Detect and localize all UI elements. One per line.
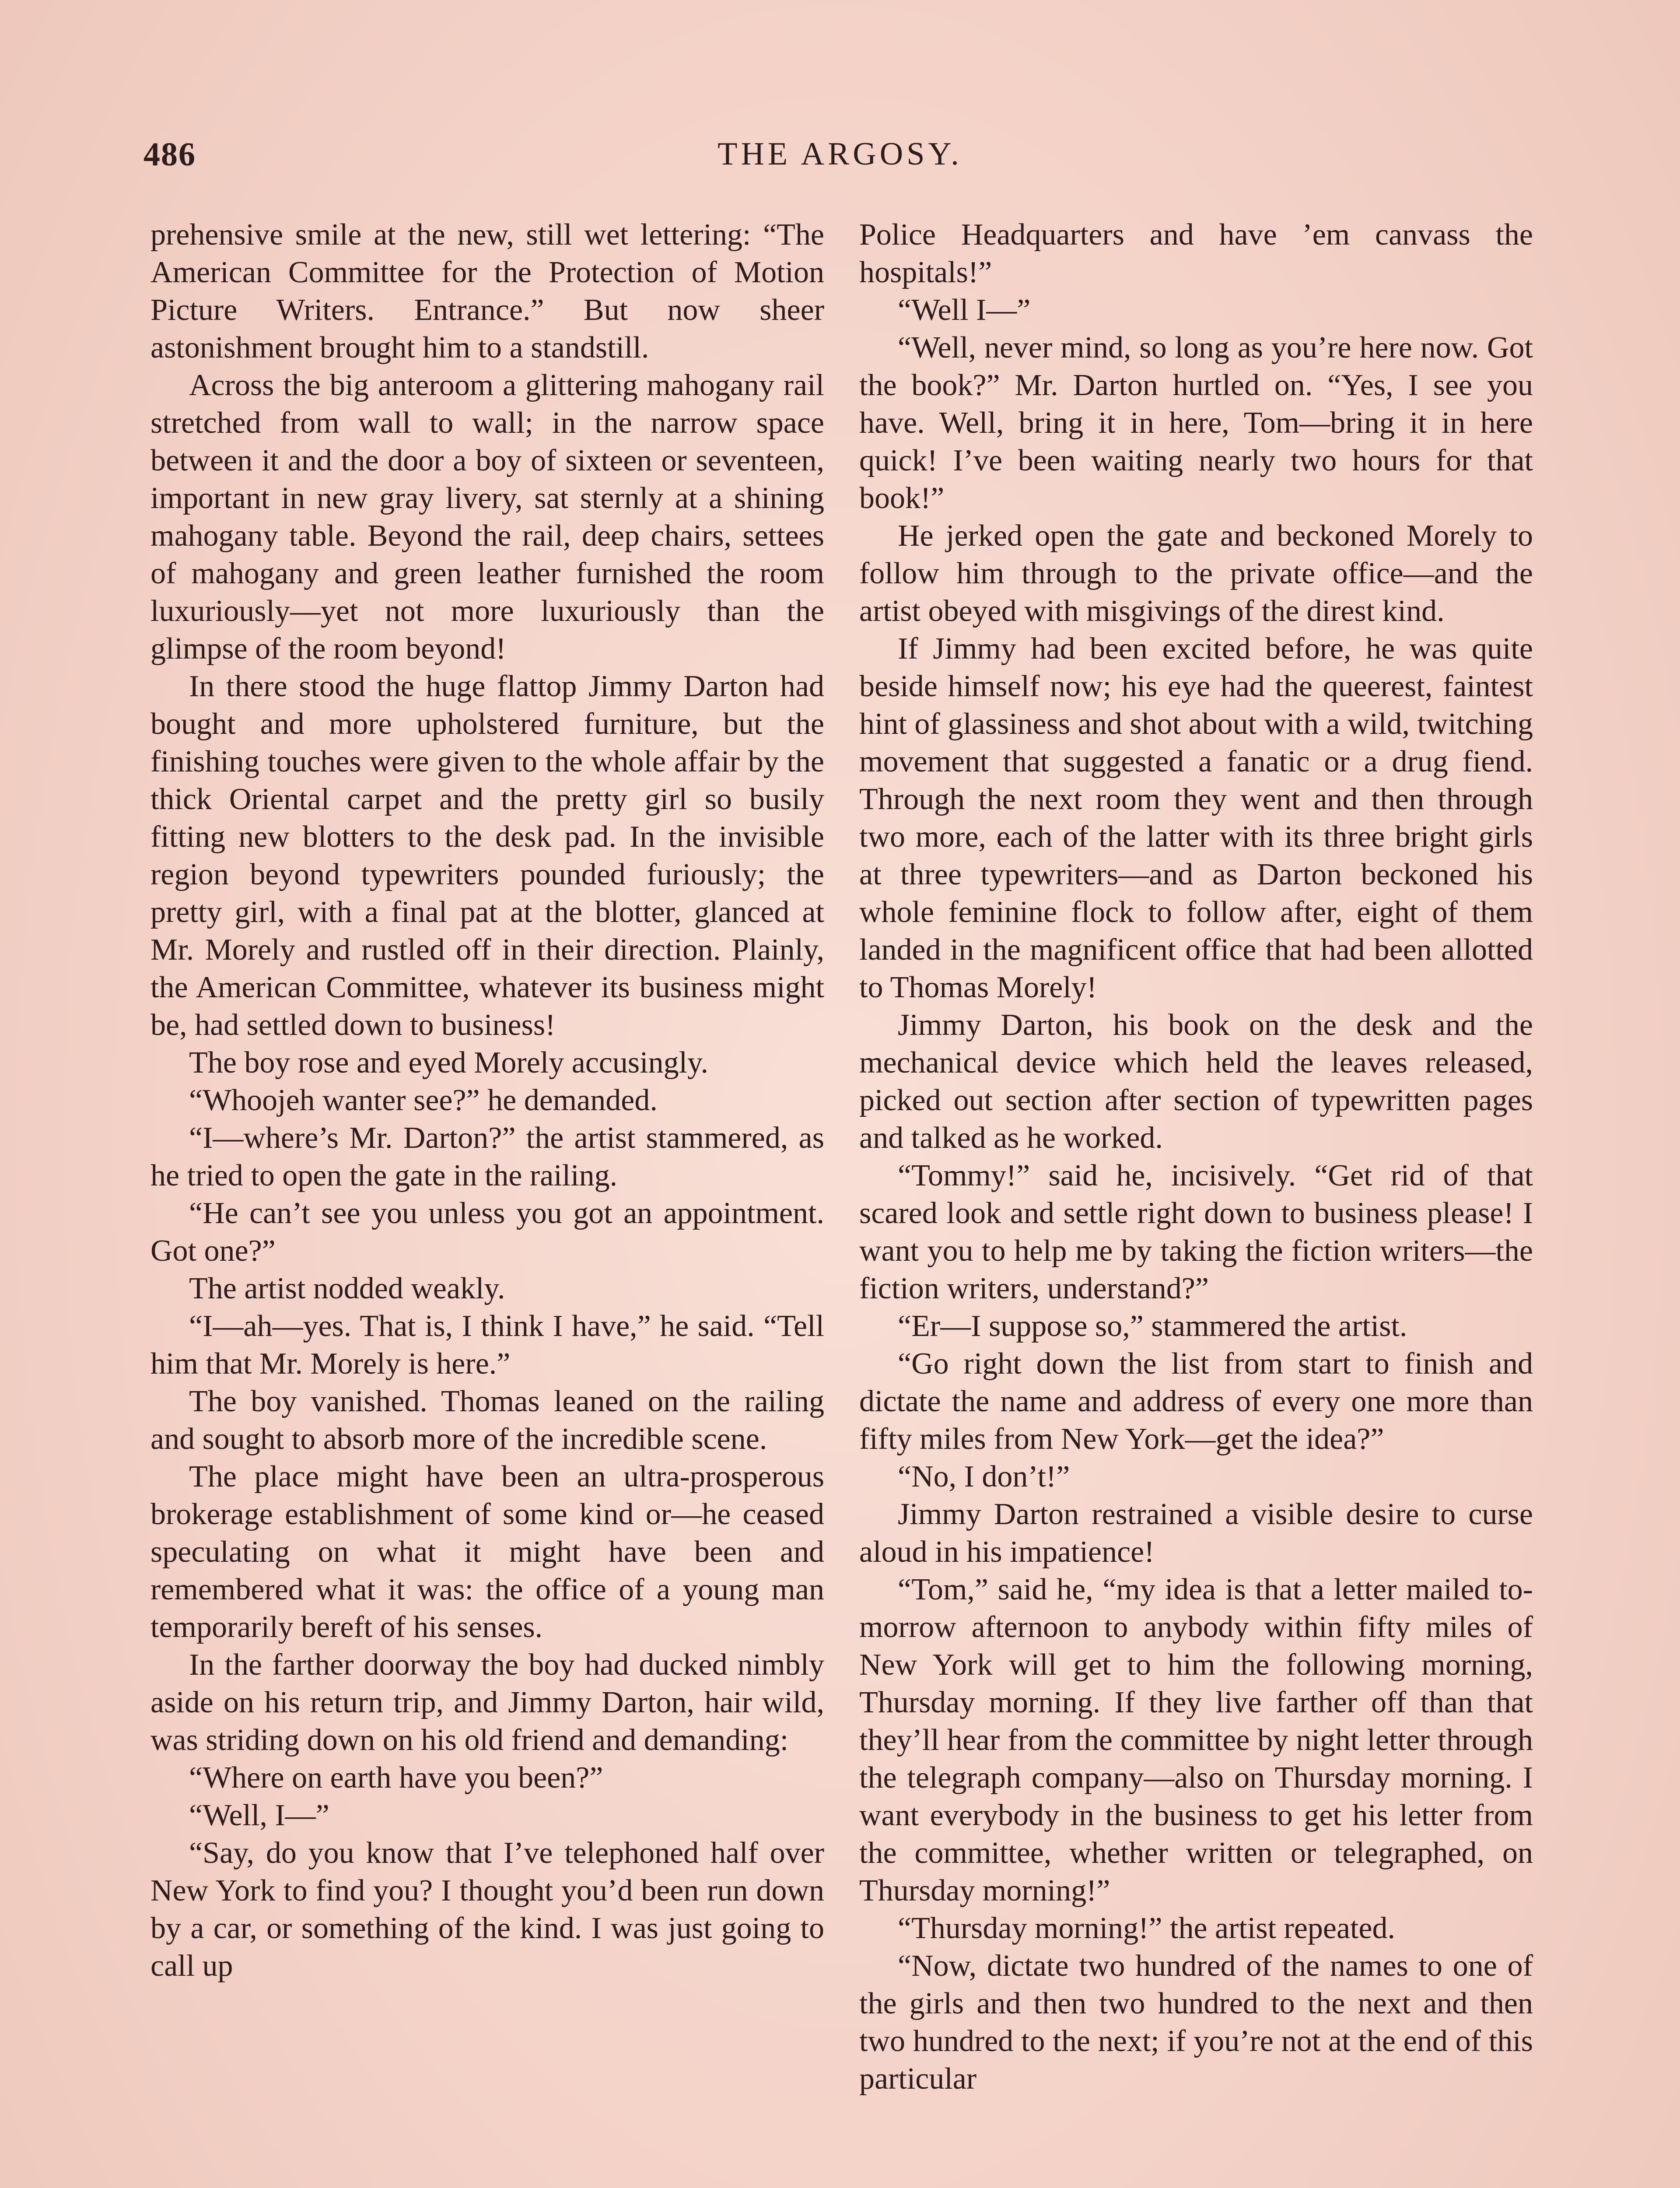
page-number: 486 bbox=[144, 136, 196, 173]
paragraph: “Well, I—” bbox=[189, 1799, 329, 1832]
running-title: THE ARGOSY. bbox=[718, 136, 962, 172]
paragraph: Jimmy Darton, his book on the desk and the mechanical device which held the leaves released, picked out section after section of typewritten pages and talked as he worked. bbox=[859, 1008, 1533, 1155]
paragraph: The place might have been an ultra-prosperous brokerage establishment of some kind or—he ceased speculating on what it might have been and remembered what it was: the office of a young man temporarily bereft of his senses. bbox=[150, 1460, 824, 1644]
paragraph: The boy vanished. Thomas leaned on the railing and sought to absorb more of the incredible scene. bbox=[150, 1385, 824, 1456]
page-header bbox=[0, 131, 1680, 184]
paragraph: The artist nodded weakly. bbox=[189, 1272, 505, 1305]
paragraph: He jerked open the gate and beckoned Morely to follow him through to the private office—and the artist obeyed with misgivings of the direst kind. bbox=[859, 519, 1533, 628]
paragraph: “Where on earth have you been?” bbox=[189, 1761, 603, 1795]
paragraph: “I—where’s Mr. Darton?” the artist stammered, as he tried to open the gate in the railing. bbox=[150, 1121, 824, 1192]
paragraph: If Jimmy had been excited before, he was quite beside himself now; his eye had the queerest, faintest hint of glassiness and shot about with a wild, twitching movement that suggested a fanatic or a drug fiend. Through the next room they went and then through two more, each of the latter with its three bright girls at three typewriters—and as Darton beckoned his whole feminine flock to follow after, eight of them landed in the magnificent office that had been allotted to Thomas Morely! bbox=[859, 632, 1533, 1004]
paragraph: In there stood the huge flattop Jimmy Darton had bought and more upholstered furniture, but the finishing touches were given to the whole affair by the thick Oriental carpet and the pretty girl so busily fitting new blotters to the desk pad. In the invisible region beyond typewriters pounded furiously; the pretty girl, with a final pat at the blotter, glanced at Mr. Morely and rustled off in their direction. Plainly, the American Committee, whatever its business might be, had settled down to business! bbox=[150, 670, 824, 1042]
paragraph: The boy rose and eyed Morely accusingly. bbox=[189, 1046, 709, 1080]
right-column bbox=[859, 216, 1533, 2098]
paragraph: “Tom,” said he, “my idea is that a letter mailed to-morrow afternoon to anybody within fifty miles of New York will get to him the following morning, Thursday morning. If they live farther off than that they’ll hear from the committee by night letter through the telegraph company—also on Thursday morning. I want everybody in the business to get his letter from the committee, whether written or telegraphed, on Thursday morning!” bbox=[859, 1573, 1533, 1907]
paragraph: “Thursday morning!” the artist repeated. bbox=[898, 1911, 1396, 1945]
paragraph: “Say, do you know that I’ve telephoned half over New York to find you? I thought you’d been run down by a car, or something of the kind. I was just going to call up bbox=[150, 1836, 824, 1983]
paragraph: In the farther doorway the boy had ducked nimbly aside on his return trip, and Jimmy Darton, hair wild, was striding down on his old friend and demanding: bbox=[150, 1648, 824, 1757]
paragraph: Across the big anteroom a glittering mahogany rail stretched from wall to wall; in the narrow space between it and the door a boy of sixteen or seventeen, important in new gray livery, sat sternly at a shining mahogany table. Beyond the rail, deep chairs, settees of mahogany and green leather furnished the room luxuriously—yet not more luxuriously than the glimpse of the room beyond! bbox=[150, 368, 824, 666]
paragraph: “Whoojeh wanter see?” he demanded. bbox=[189, 1083, 658, 1117]
paragraph: “Er—I suppose so,” stammered the artist. bbox=[898, 1309, 1407, 1343]
paragraph: Jimmy Darton restrained a visible desire to curse aloud in his impatience! bbox=[859, 1497, 1533, 1569]
paragraph: “Tommy!” said he, incisively. “Get rid of that scared look and settle right down to business please! I want you to help me by taking the fiction writers—the fiction writers, understand?” bbox=[859, 1159, 1533, 1305]
paragraph: “I—ah—yes. That is, I think I have,” he said. “Tell him that Mr. Morely is here.” bbox=[150, 1309, 824, 1381]
left-column bbox=[150, 216, 824, 1985]
paragraph: “No, I don’t!” bbox=[898, 1460, 1070, 1494]
paragraph: Police Headquarters and have ’em canvass the hospitals!” bbox=[859, 218, 1533, 289]
paragraph: “He can’t see you unless you got an appointment. Got one?” bbox=[150, 1196, 824, 1268]
paragraph: “Now, dictate two hundred of the names to one of the girls and then two hundred to the next and then two hundred to the next; if you’re not at the end of this particular bbox=[859, 1949, 1533, 2096]
paragraph: “Go right down the list from start to finish and dictate the name and address of every one more than fifty miles from New York—get the idea?” bbox=[859, 1347, 1533, 1456]
paragraph: “Well, never mind, so long as you’re here now. Got the book?” Mr. Darton hurtled on. “Yes, I see you have. Well, bring it in here, Tom—bring it in here quick! I’ve been waiting nearly two hours for that book!” bbox=[859, 331, 1533, 515]
paragraph: “Well I—” bbox=[898, 293, 1031, 327]
paragraph: prehensive smile at the new, still wet lettering: “The American Committee for the Protection of Motion Picture Writers. Entrance.” But now sheer astonishment brought him to a standstill. bbox=[150, 218, 824, 365]
